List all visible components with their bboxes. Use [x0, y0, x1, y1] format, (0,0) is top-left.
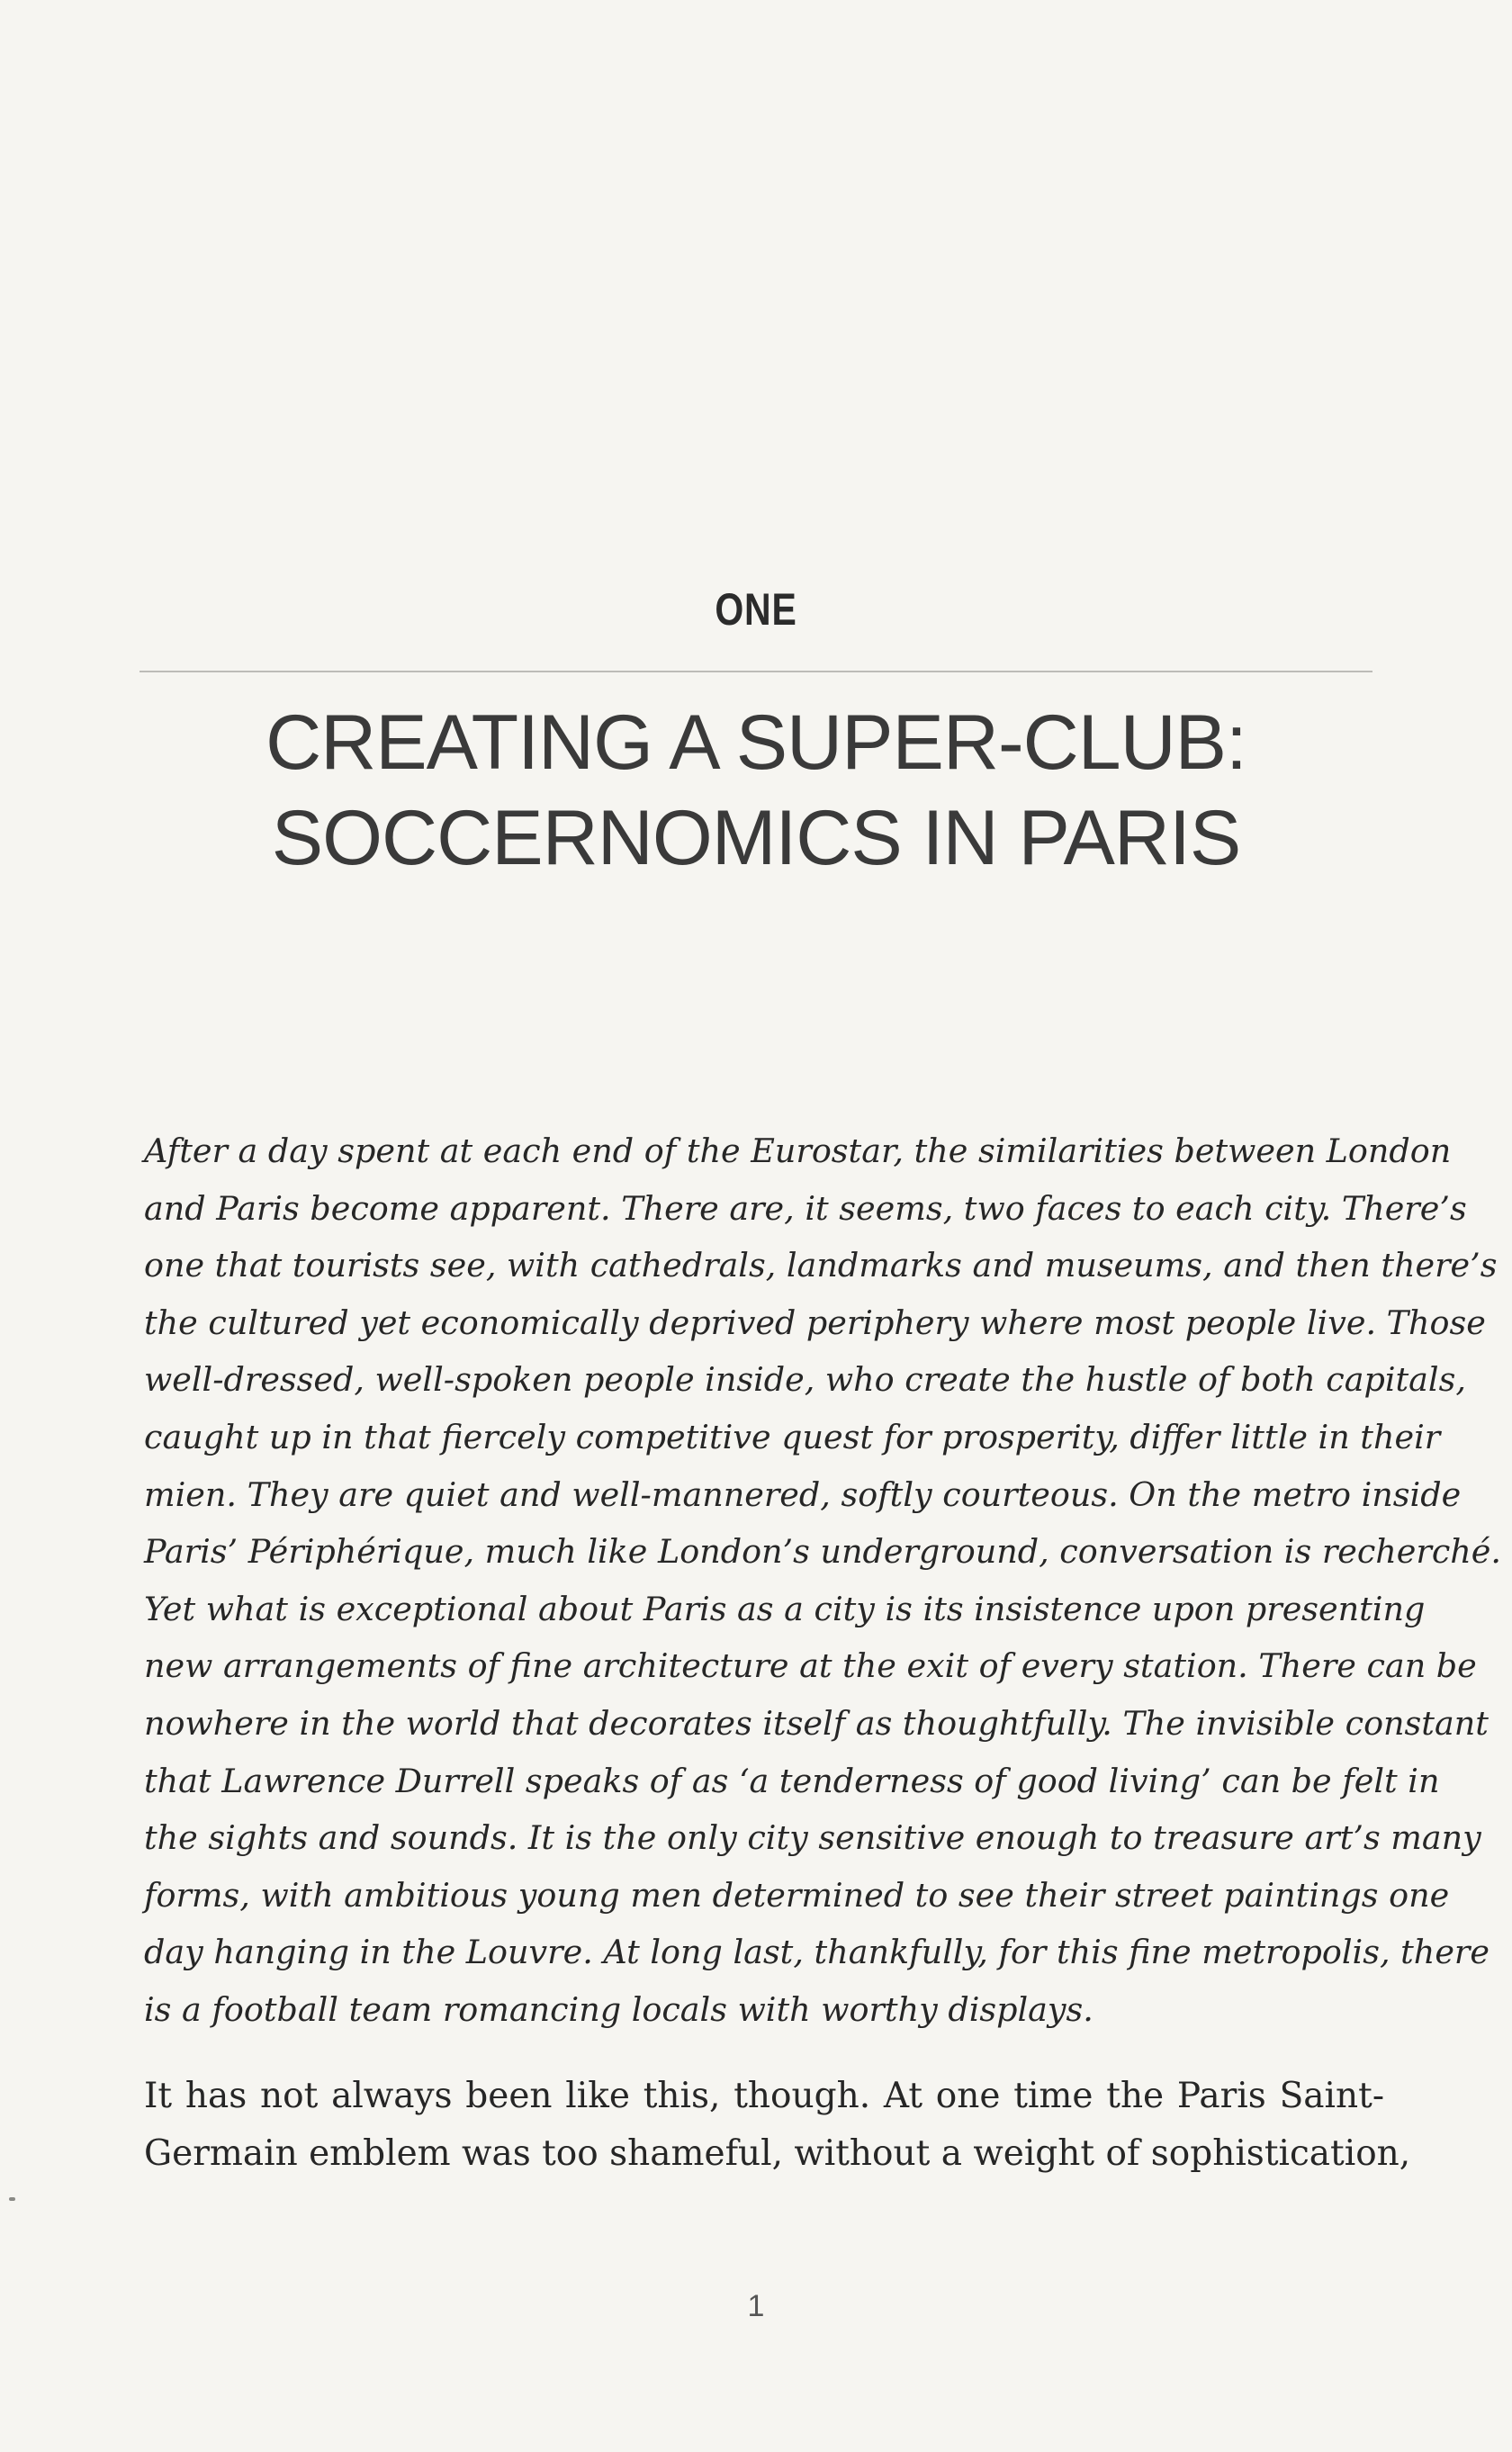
margin-speck	[9, 2197, 15, 2201]
epigraph-line: that Lawrence Durrell speaks of as ‘a tenderness of good living’ can be felt in	[144, 1761, 1440, 1800]
epigraph-line: forms, with ambitious young men determined to see their street paintings one	[144, 1875, 1450, 1915]
body-paragraph	[144, 2068, 1411, 2183]
epigraph-line: the cultured yet economically deprived periphery where most people live. Those	[144, 1303, 1486, 1342]
epigraph-line: Paris’ Périphérique, much like London’s underground, conversation is recherché.	[144, 1532, 1502, 1572]
epigraph-line: one that tourists see, with cathedrals, landmarks and museums, and then there’s	[144, 1246, 1498, 1285]
chapter-title-line: SOCCERNOMICS IN PARIS	[271, 795, 1241, 881]
epigraph-line: new arrangements of fine architecture at the exit of every station. There can be	[144, 1646, 1477, 1686]
epigraph-paragraph	[144, 1122, 1502, 2039]
epigraph-line: day hanging in the Louvre. At long last, thankfully, for this fine metropolis, there	[144, 1933, 1490, 1972]
epigraph-line: After a day spent at each end of the Eurostar, the similarities between London	[144, 1131, 1452, 1170]
body-line: Germain emblem was too shameful, without a weight of sophistication,	[144, 2133, 1411, 2174]
epigraph-line: caught up in that fiercely competitive quest for prosperity, differ little in their	[144, 1417, 1441, 1456]
epigraph-line: and Paris become apparent. There are, it seems, two faces to each city. There’s	[144, 1188, 1467, 1228]
epigraph-line: the sights and sounds. It is the only city sensitive enough to treasure art’s many	[144, 1818, 1481, 1858]
epigraph-line: is a football team romancing locals with worthy displays.	[144, 1989, 1094, 2029]
chapter-number: ONE	[715, 584, 797, 635]
epigraph-line: nowhere in the world that decorates itself as thoughtfully. The invisible constant	[144, 1703, 1489, 1743]
epigraph-line: Yet what is exceptional about Paris as a city is its insistence upon presenting	[144, 1589, 1426, 1628]
body-line: It has not always been like this, though. At one time the Paris Saint-	[144, 2076, 1384, 2116]
page-number: 1	[747, 2289, 765, 2323]
epigraph-line: well-dressed, well-spoken people inside, who create the hustle of both capitals,	[144, 1360, 1466, 1400]
epigraph-line: mien. They are quiet and well-mannered, softly courteous. On the metro inside	[144, 1474, 1462, 1514]
chapter-title	[90, 695, 1422, 886]
chapter-divider-rule	[140, 671, 1372, 672]
chapter-title-line: CREATING A SUPER-CLUB:	[266, 699, 1246, 786]
